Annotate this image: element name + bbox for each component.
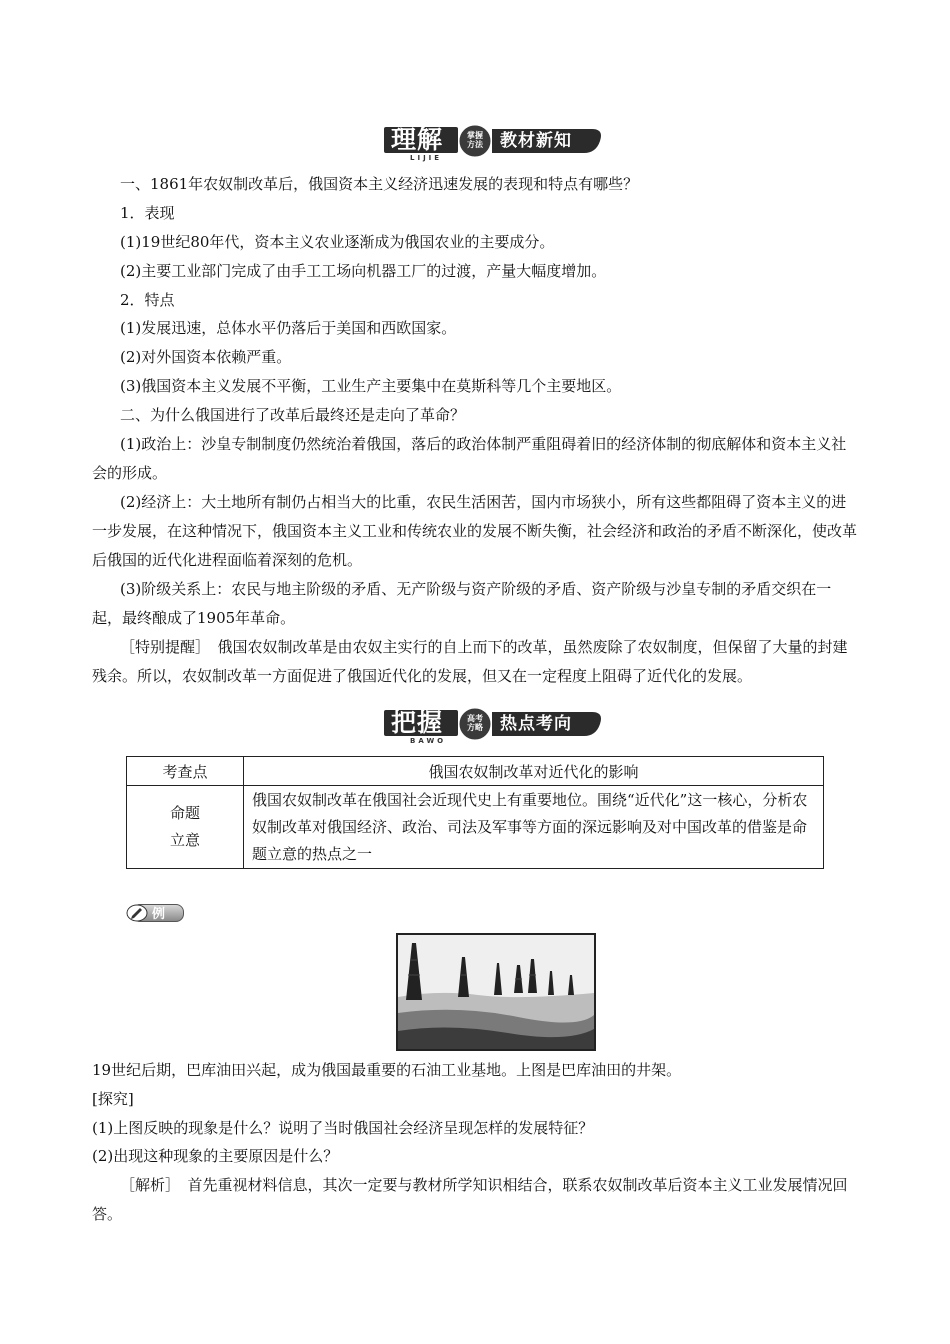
banner-title: 理解 <box>391 125 444 154</box>
table-label-cell: 考查点 <box>127 757 244 786</box>
banner-pinyin: LIJIE <box>410 154 443 162</box>
section-banner-understand <box>0 124 950 164</box>
list-item: (2)主要工业部门完成了由手工工场向机器工厂的过渡，产量大幅度增加。 <box>120 262 607 280</box>
analysis: ［解析］ 首先重视材料信息，其次一定要与教材所学知识相结合，联系农奴制改革后资本主义工业发展情况回答。 <box>92 1176 848 1223</box>
heading-performance: 1．表现 <box>120 204 175 222</box>
list-item: (3)俄国资本主义发展不平衡，工业生产主要集中在莫斯科等几个主要地区。 <box>120 377 622 395</box>
list-item: (1)发展迅速，总体水平仍落后于美国和西欧国家。 <box>120 319 457 337</box>
example-badge <box>126 902 184 922</box>
banner-subtitle: 教材新知 <box>500 131 572 151</box>
paragraph-economic: (2)经济上：大土地所有制仍占相当大的比重，农民生活困苦，国内市场狭小，所有这些都阻碍了资本主义的进一步发展，在这种情况下，俄国资本主义工业和传统农业的发展不断失衡，社会经济和政治的矛盾不断深化，使改革后俄国的近代化进程面临着深刻的危机。 <box>92 493 858 569</box>
banner-pinyin: BAWO <box>410 737 447 745</box>
table-label-line: 命题 <box>169 804 200 822</box>
special-reminder: ［特别提醒］ 俄国农奴制改革是由农奴主实行的自上而下的改革，虽然废除了农奴制度，但保留了大量的封建残余。所以，农奴制改革一方面促进了俄国近代化的发展，但又在一定程度上阻碍了近代化的发展。 <box>92 638 848 685</box>
table-label-cell <box>127 786 244 869</box>
banner-mid-top: 掌握 <box>467 131 483 140</box>
table-label-line: 立意 <box>169 831 200 849</box>
list-item: (1)19世纪80年代，资本主义农业逐渐成为俄国农业的主要成分。 <box>120 233 555 251</box>
table-value-cell: 俄国农奴制改革在俄国社会近现代史上有重要地位。围绕“近代化”这一核心，分析农奴制改革对俄国经济、政治、司法及军事等方面的深远影响及对中国改革的借鉴是命题立意的热点之一 <box>244 786 824 869</box>
banner-mid-bottom: 方略 <box>467 723 483 732</box>
list-item: (2)对外国资本依赖严重。 <box>120 348 292 366</box>
exam-point-table <box>126 756 824 869</box>
heading-features: 2．特点 <box>120 291 175 309</box>
baku-oil-field-image <box>396 933 596 1051</box>
question-1: 一、1861年农奴制改革后，俄国资本主义经济迅速发展的表现和特点有哪些？ <box>120 175 639 193</box>
banner-mid-top: 高考 <box>467 714 483 723</box>
pencil-icon <box>126 902 148 922</box>
banner-title: 把握 <box>391 708 444 737</box>
table-row <box>127 757 824 786</box>
paragraph-class: (3)阶级关系上：农民与地主阶级的矛盾、无产阶级与资产阶级的矛盾、资产阶级与沙皇专制的矛盾交织在一起，最终酿成了1905年革命。 <box>92 580 832 627</box>
image-caption: 19世纪后期，巴库油田兴起，成为俄国最重要的石油工业基地。上图是巴库油田的井架。 <box>92 1061 682 1079</box>
table-value-cell: 俄国农奴制改革对近代化的影响 <box>244 757 824 786</box>
paragraph-political: (1)政治上：沙皇专制制度仍然统治着俄国，落后的政治体制严重阻碍着旧的经济体制的彻底解体和资本主义社会的形成。 <box>92 435 847 482</box>
explore-label: [探究] <box>92 1090 134 1108</box>
question-2: 二、为什么俄国进行了改革后最终还是走向了革命？ <box>120 406 466 424</box>
banner-mid-bottom: 方法 <box>467 140 483 149</box>
explore-question: (2)出现这种现象的主要原因是什么？ <box>92 1147 339 1165</box>
table-row <box>127 786 824 869</box>
section-banner-grasp <box>0 707 950 747</box>
badge-label: 例 <box>152 907 166 922</box>
oil-derrick-illustration <box>398 935 594 1049</box>
explore-question: (1)上图反映的现象是什么？说明了当时俄国社会经济呈现怎样的发展特征？ <box>92 1119 594 1137</box>
banner-subtitle: 热点考向 <box>500 714 572 734</box>
